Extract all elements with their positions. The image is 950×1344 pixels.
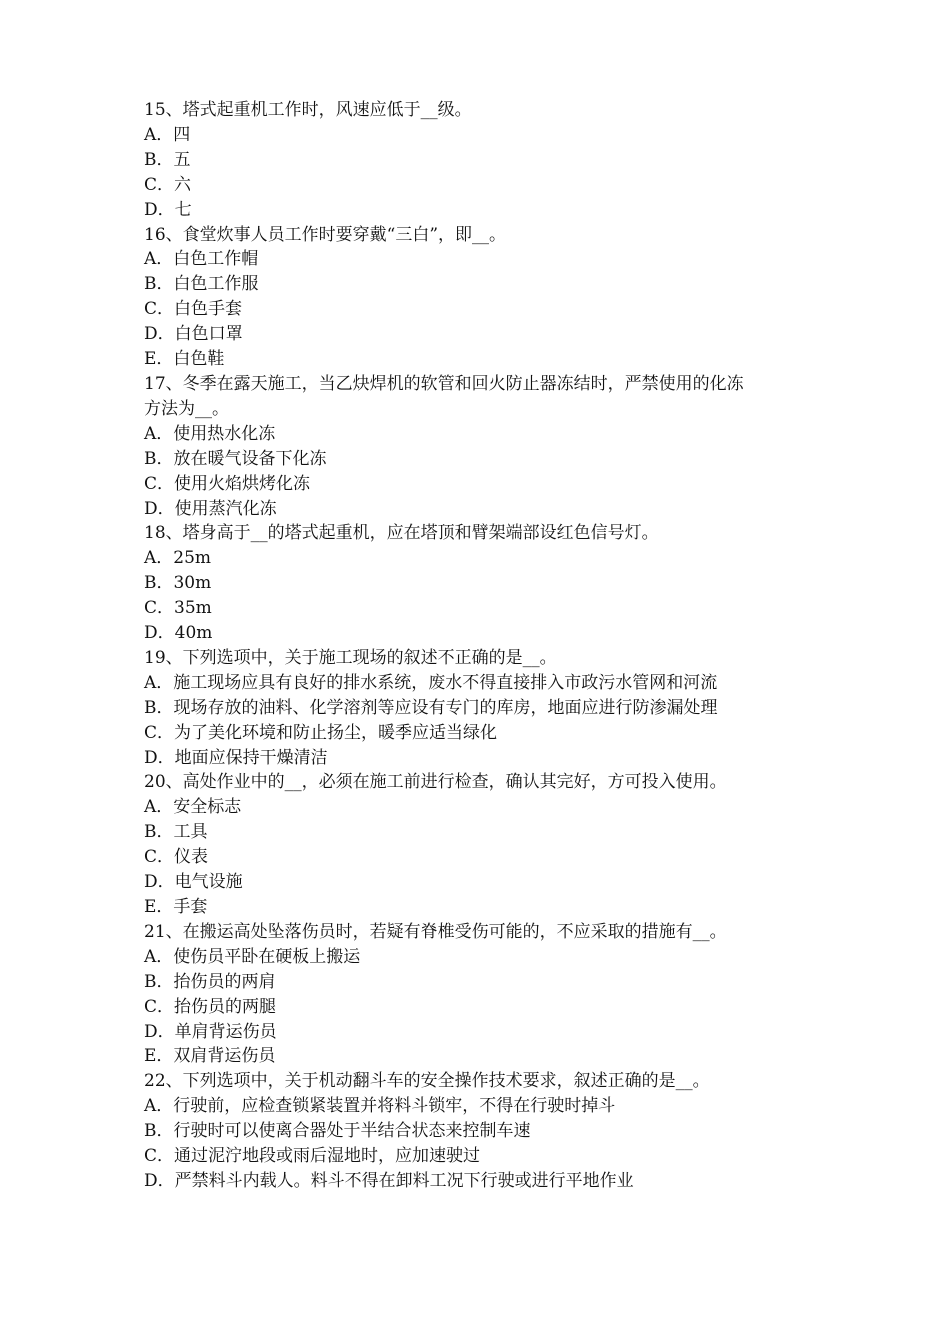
question-16 [144, 223, 824, 372]
question-stem-line-1: 17、冬季在露天施工，当乙炔焊机的软管和回火防止器冻结时，严禁使用的化冻 [144, 373, 744, 394]
option-c: C．为了美化环境和防止扬尘，暖季应适当绿化 [144, 722, 498, 743]
option-c: C．白色手套 [144, 299, 243, 320]
document-page [144, 98, 824, 1194]
option-d: D．七 [144, 199, 192, 220]
option-e: E．手套 [144, 897, 208, 917]
question-22 [144, 1069, 824, 1194]
option-a: A．25m [144, 548, 212, 569]
question-stem: 20、高处作业中的__，必须在施工前进行检查，确认其完好，方可投入使用。 [144, 772, 727, 793]
question-18 [144, 521, 824, 646]
question-stem: 18、塔身高于__的塔式起重机，应在塔顶和臂架端部设红色信号灯。 [144, 523, 659, 544]
option-b: B．现场存放的油料、化学溶剂等应设有专门的库房，地面应进行防渗漏处理 [144, 697, 718, 718]
option-d: D．地面应保持干燥清洁 [144, 747, 328, 768]
option-d: D．严禁料斗内载人。料斗不得在卸料工况下行驶或进行平地作业 [144, 1170, 634, 1191]
option-a: A．使用热水化冻 [144, 423, 276, 444]
option-c: C．六 [144, 174, 192, 195]
question-stem: 21、在搬运高处坠落伤员时，若疑有脊椎受伤可能的，不应采取的措施有__。 [144, 921, 727, 942]
option-b: B．行驶时可以使离合器处于半结合状态来控制车速 [144, 1121, 531, 1142]
option-c: C．通过泥泞地段或雨后湿地时，应加速驶过 [144, 1146, 481, 1167]
option-d: D．使用蒸汽化冻 [144, 498, 277, 519]
question-stem-line-2: 方法为__。 [144, 398, 229, 419]
question-19 [144, 646, 824, 771]
question-20 [144, 770, 824, 919]
option-a: A．使伤员平卧在硬板上搬运 [144, 946, 361, 967]
option-b: B．放在暖气设备下化冻 [144, 448, 327, 469]
option-a: A．白色工作帽 [144, 249, 259, 270]
question-17 [144, 372, 824, 521]
option-c: C．抬伤员的两腿 [144, 996, 277, 1017]
option-b: B．抬伤员的两肩 [144, 971, 276, 992]
question-stem: 19、下列选项中，关于施工现场的叙述不正确的是__。 [144, 647, 557, 668]
option-a: A．安全标志 [144, 797, 242, 818]
option-b: B．白色工作服 [144, 274, 259, 295]
option-e: E．双肩背运伤员 [144, 1046, 276, 1067]
question-15 [144, 98, 824, 223]
option-c: C．仪表 [144, 847, 209, 868]
option-b: B．30m [144, 573, 212, 594]
option-a: A．四 [144, 124, 191, 145]
option-a: A．行驶前，应检查锁紧装置并将料斗锁牢，不得在行驶时掉斗 [144, 1096, 616, 1117]
option-d: D．电气设施 [144, 872, 243, 893]
question-stem: 22、下列选项中，关于机动翻斗车的安全操作技术要求，叙述正确的是__。 [144, 1071, 710, 1092]
option-d: D．白色口罩 [144, 324, 243, 345]
option-e: E．白色鞋 [144, 349, 225, 370]
question-stem: 15、塔式起重机工作时，风速应低于__级。 [144, 100, 472, 120]
option-b: B．工具 [144, 822, 208, 843]
question-stem: 16、食堂炊事人员工作时要穿戴“三白”，即__。 [144, 224, 507, 245]
option-d: D．单肩背运伤员 [144, 1021, 277, 1042]
option-b: B．五 [144, 149, 191, 170]
option-c: C．使用火焰烘烤化冻 [144, 473, 311, 494]
option-d: D．40m [144, 623, 213, 644]
option-a: A．施工现场应具有良好的排水系统，废水不得直接排入市政污水管网和河流 [144, 672, 718, 693]
question-21 [144, 920, 824, 1069]
option-c: C．35m [144, 598, 212, 619]
